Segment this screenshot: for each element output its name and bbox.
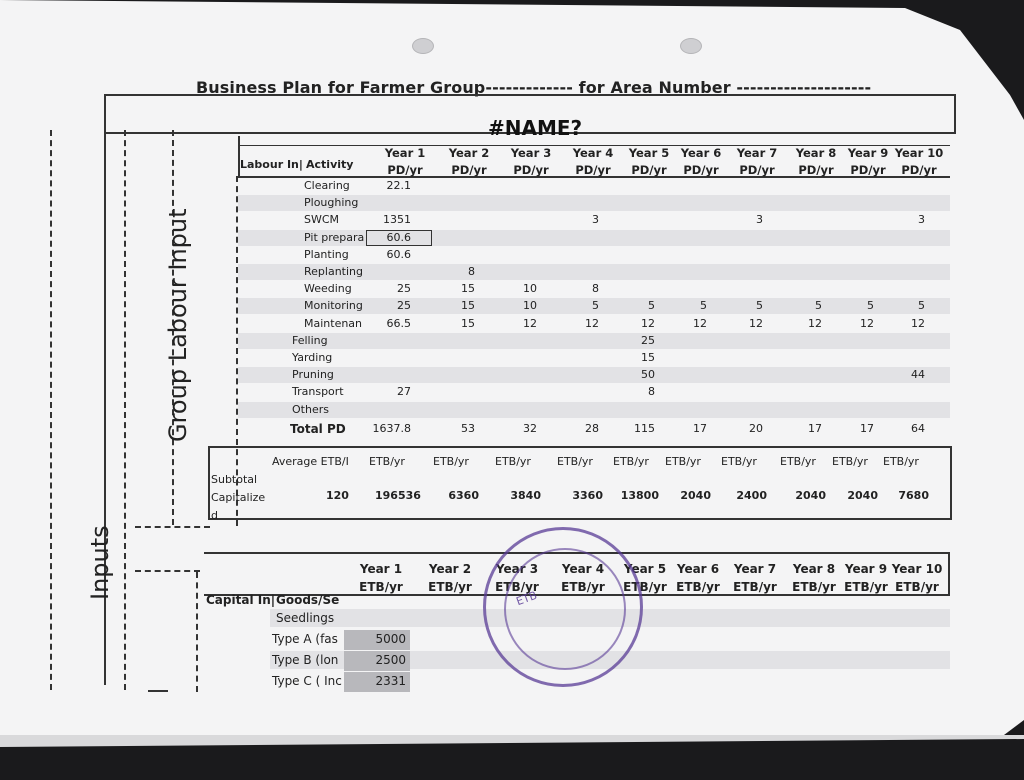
punch-hole-right — [680, 38, 702, 54]
inputs-label: Inputs — [86, 525, 114, 600]
row-band — [238, 402, 950, 418]
subtotal-value: 13800 — [620, 489, 659, 502]
section-dash-divider-2 — [135, 570, 200, 572]
subtotal-unit: ETB/yr — [613, 455, 649, 468]
frame-left-border — [104, 130, 106, 685]
goods-label: Type B (lon — [272, 653, 339, 667]
labour-value: 1351 — [383, 213, 411, 227]
labour-value: 3 — [918, 213, 925, 227]
labour-value: 12 — [693, 316, 707, 330]
labour-value: 15 — [461, 299, 475, 313]
subtotal-value: 7680 — [898, 489, 929, 502]
activity-label: Transport — [292, 385, 344, 399]
labour-value: 66.5 — [386, 316, 411, 330]
labour-value: 5 — [700, 299, 707, 313]
subtotal-value: 196536 — [375, 489, 421, 502]
labour-value: 15 — [461, 282, 475, 296]
row-band — [238, 333, 950, 349]
labour-value: 12 — [585, 316, 599, 330]
labour-year-header: Year 8 — [795, 146, 837, 160]
labour-year-header: Year 3 — [510, 146, 552, 160]
capital-year-header: Year 2 — [428, 562, 472, 576]
total-value: 32 — [523, 421, 537, 435]
activity-label: Clearing — [304, 179, 350, 192]
labour-value: 8 — [648, 385, 655, 399]
labour-value: 44 — [911, 368, 925, 382]
labour-value: 25 — [397, 299, 411, 313]
labour-rate: 120 — [326, 489, 349, 502]
labour-value: 3 — [756, 213, 763, 227]
labour-input-header: Labour In| — [240, 158, 303, 171]
labour-year-header: Year 9 — [847, 146, 889, 160]
capital-year-header: Year 10 — [891, 562, 943, 576]
total-pd-label: Total PD — [290, 421, 346, 436]
subtotal-unit: ETB/yr — [557, 455, 593, 468]
activity-label: Pit prepara — [304, 230, 365, 244]
capital-value: 5000 — [375, 632, 406, 646]
capital-year-header: Year 3 — [495, 562, 539, 576]
subtotal-value: 3840 — [510, 489, 541, 502]
labour-value: 25 — [641, 333, 655, 347]
activity-label: Pruning — [292, 368, 334, 382]
total-value: 20 — [749, 421, 763, 435]
punch-hole-left — [412, 38, 434, 54]
labour-value: 12 — [860, 316, 874, 330]
activity-label: Weeding — [304, 282, 352, 296]
labour-value: 27 — [397, 385, 411, 399]
labour-year-header: Year 7 — [736, 146, 778, 160]
labour-value: 12 — [641, 316, 655, 330]
capital-value: 2331 — [375, 674, 406, 688]
labour-unit-header: PD/yr — [513, 163, 549, 177]
labour-year-header: Year 1 — [384, 146, 426, 160]
capital-dash-line — [196, 572, 198, 692]
total-value: 17 — [693, 421, 707, 435]
activity-label: Yarding — [292, 351, 333, 364]
subtotal-value: 6360 — [448, 489, 479, 502]
capital-unit-header: ETB/yr — [495, 580, 539, 594]
subtotal-unit: ETB/yr — [369, 455, 405, 468]
activity-label: SWCM — [304, 213, 340, 227]
goods-label: Type A (fas — [272, 632, 338, 646]
labour-unit-header: PD/yr — [798, 163, 834, 177]
official-stamp — [483, 527, 643, 687]
subtotal-value: 2040 — [847, 489, 878, 502]
stamp-text: ETB — [514, 588, 539, 609]
labour-value: 12 — [523, 316, 537, 330]
labour-value: 50 — [641, 368, 655, 382]
capital-year-header: Year 1 — [359, 562, 403, 576]
highlighted-cell — [366, 230, 432, 246]
capital-unit-header: ETB/yr — [733, 580, 777, 594]
capital-year-header: Year 7 — [733, 562, 777, 576]
goods-label: Seedlings — [276, 611, 335, 625]
capital-unit-header: ETB/yr — [895, 580, 939, 594]
subtotal-unit: ETB/yr — [832, 455, 868, 468]
labour-value: 60.6 — [386, 230, 411, 244]
subtotal-value: 2040 — [795, 489, 826, 502]
labour-unit-header: PD/yr — [739, 163, 775, 177]
labour-year-header: Year 5 — [628, 146, 670, 160]
subtotal-unit: ETB/yr — [780, 455, 816, 468]
labour-value: 3 — [592, 213, 599, 227]
small-tick — [148, 690, 168, 692]
document-title: Business Plan for Farmer Group------------- for Area Number -------------------- — [196, 78, 872, 97]
subtotal-unit: ETB/yr — [665, 455, 701, 468]
activity-label: Maintenan — [304, 316, 363, 330]
activity-header: Activity — [306, 158, 354, 171]
capital-unit-header: ETB/yr — [792, 580, 836, 594]
subtotal-unit: ETB/yr — [433, 455, 469, 468]
labour-value: 25 — [397, 282, 411, 296]
capital-unit-header: ETB/yr — [844, 580, 888, 594]
labour-value: 10 — [523, 282, 537, 296]
labour-value: 12 — [808, 316, 822, 330]
labour-unit-header: PD/yr — [387, 163, 423, 177]
name-cell: #NAME? — [488, 116, 583, 140]
inputs-dash-line-2 — [124, 130, 126, 690]
capital-unit-header: ETB/yr — [428, 580, 472, 594]
labour-year-header: Year 6 — [680, 146, 722, 160]
paper-stack-edge — [0, 735, 1024, 747]
capital-unit-header: ETB/yr — [561, 580, 605, 594]
inputs-dash-line — [50, 130, 52, 690]
capital-year-header: Year 8 — [792, 562, 836, 576]
labour-unit-header: PD/yr — [451, 163, 487, 177]
capital-input-header: Capital In| — [206, 593, 276, 607]
activity-label: Monitoring — [304, 299, 363, 313]
section-dash-divider — [135, 526, 210, 528]
capital-year-header: Year 5 — [623, 562, 667, 576]
capital-value: 2500 — [375, 653, 406, 667]
labour-value: 8 — [468, 265, 475, 278]
labour-value: 15 — [461, 316, 475, 330]
subtotal-value: 3360 — [572, 489, 603, 502]
activity-label: Ploughing — [304, 196, 359, 210]
subtotal-label-1: Subtotal — [211, 473, 258, 486]
labour-unit-header: PD/yr — [850, 163, 886, 177]
activity-label: Replanting — [304, 265, 363, 278]
labour-value: 5 — [592, 299, 599, 313]
labour-value: 12 — [911, 316, 925, 330]
activity-label: Planting — [304, 247, 349, 261]
total-value: 17 — [860, 421, 874, 435]
row-band — [238, 367, 950, 383]
labour-value: 22.1 — [386, 179, 411, 192]
labour-value: 10 — [523, 299, 537, 313]
stamp-inner-ring — [504, 548, 626, 670]
total-value: 28 — [585, 421, 599, 435]
subtotal-value: 2040 — [680, 489, 711, 502]
labour-value: 12 — [749, 316, 763, 330]
capital-unit-header: ETB/yr — [623, 580, 667, 594]
activity-label: Felling — [292, 333, 328, 347]
total-value: 1637.8 — [372, 421, 411, 435]
labour-value: 5 — [918, 299, 925, 313]
total-value: 115 — [634, 421, 655, 435]
labour-value: 15 — [641, 351, 655, 364]
labour-unit-header: PD/yr — [631, 163, 667, 177]
labour-year-header: Year 2 — [448, 146, 490, 160]
labour-unit-header: PD/yr — [683, 163, 719, 177]
capital-year-header: Year 4 — [561, 562, 605, 576]
average-etb-label: Average ETB/I — [272, 455, 349, 468]
subtotal-unit: ETB/yr — [721, 455, 757, 468]
subtotal-label-3: d — [211, 509, 218, 522]
capital-year-header: Year 9 — [844, 562, 888, 576]
subtotal-unit: ETB/yr — [883, 455, 919, 468]
goods-header: Goods/Se — [276, 593, 340, 607]
capital-unit-header: ETB/yr — [676, 580, 720, 594]
subtotal-unit: ETB/yr — [495, 455, 531, 468]
total-value: 17 — [808, 421, 822, 435]
labour-year-header: Year 10 — [894, 146, 944, 160]
group-labour-label: Group Labour Input — [164, 208, 192, 442]
total-value: 64 — [911, 421, 925, 435]
labour-year-header: Year 4 — [572, 146, 614, 160]
subtotal-label-2: Capitalize — [211, 491, 266, 504]
capital-year-header: Year 6 — [676, 562, 720, 576]
labour-value: 5 — [648, 299, 655, 313]
labour-value: 5 — [867, 299, 874, 313]
labour-unit-header: PD/yr — [901, 163, 937, 177]
labour-unit-header: PD/yr — [575, 163, 611, 177]
activity-label: Others — [292, 402, 329, 416]
capital-unit-header: ETB/yr — [359, 580, 403, 594]
labour-value: 5 — [815, 299, 822, 313]
labour-value: 60.6 — [386, 247, 411, 261]
subtotal-value: 2400 — [736, 489, 767, 502]
labour-value: 5 — [756, 299, 763, 313]
labour-value: 8 — [592, 282, 599, 296]
total-value: 53 — [461, 421, 475, 435]
goods-label: Type C ( Inc — [272, 674, 342, 688]
